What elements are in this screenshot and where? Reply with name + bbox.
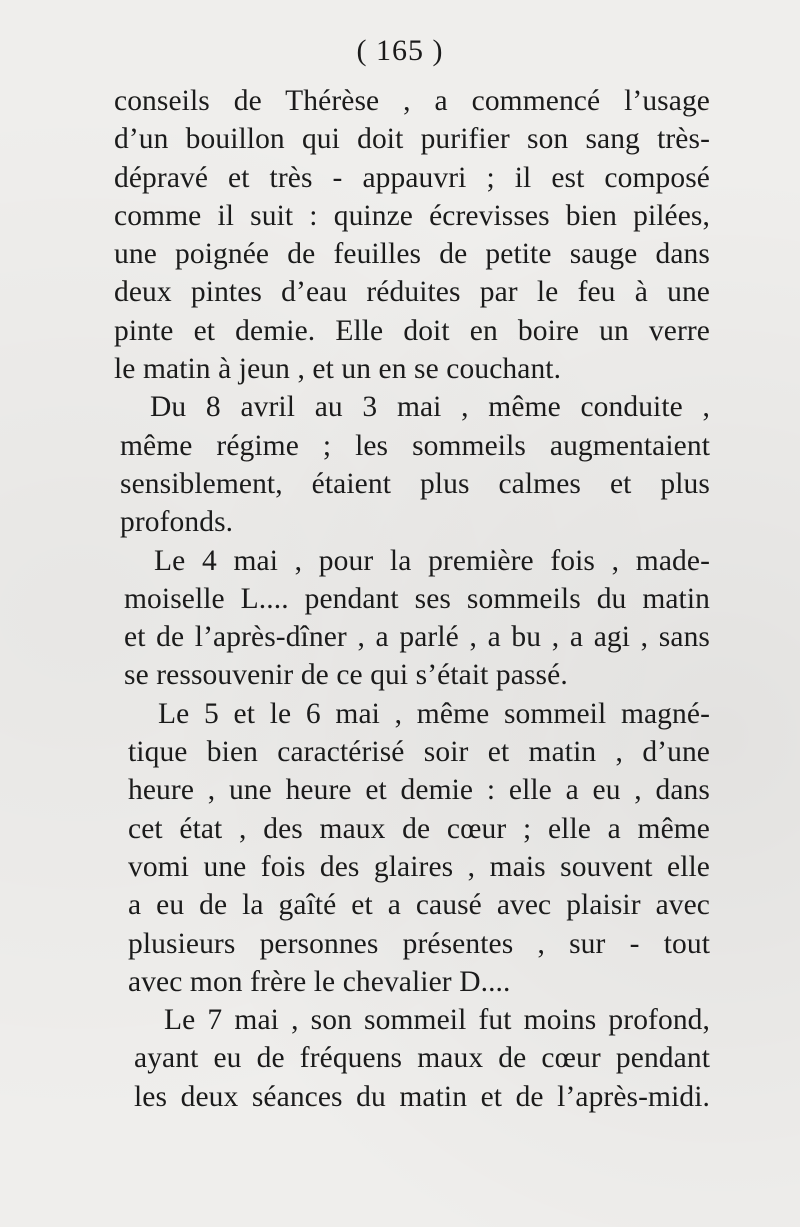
text-line: deux pintes d’eau réduites par le feu à une [114, 276, 710, 309]
text-line: avec mon frère le chevalier D.... [128, 965, 511, 998]
text-line: Le 4 mai , pour la première fois , made- [154, 544, 710, 577]
text-line: moiselle L.... pendant ses sommeils du matin [124, 582, 710, 615]
text-line: sensiblement, étaient plus calmes et plus [120, 467, 710, 500]
text-line: dépravé et très - appauvri ; il est composé [114, 161, 710, 194]
text-line: même régime ; les sommeils augmentaient [120, 429, 710, 462]
paragraph-2 [120, 388, 710, 541]
text-line: cet état , des maux de cœur ; elle a même [128, 812, 710, 845]
text-line: vomi une fois des glaires , mais souvent elle [128, 850, 710, 883]
text-line: se ressouvenir de ce qui s’était passé. [124, 659, 568, 692]
paragraph-5 [134, 1001, 710, 1116]
page-number: ( 165 ) [356, 34, 444, 67]
text-line: tique bien caractérisé soir et matin , d’une [128, 736, 710, 769]
body-text [114, 82, 710, 1116]
text-line: Le 7 mai , son sommeil fut moins profond, [164, 1004, 710, 1037]
text-line: le matin à jeun , et un en se couchant. [114, 353, 562, 386]
paragraph-3 [124, 542, 710, 695]
text-line: heure , une heure et demie : elle a eu , dans [128, 774, 710, 807]
text-line: comme il suit : quinze écrevisses bien pilées, [114, 199, 710, 232]
text-line: et de l’après-dîner , a parlé , a bu , a agi , sans [124, 621, 710, 654]
text-line: ayant eu de fréquens maux de cœur pendant [134, 1042, 710, 1075]
text-line: a eu de la gaîté et a causé avec plaisir avec [128, 889, 710, 922]
text-line: Le 5 et le 6 mai , même sommeil magné- [158, 697, 710, 730]
text-line: profonds. [120, 506, 234, 539]
text-line: les deux séances du matin et de l’après-midi. [134, 1080, 710, 1113]
text-line: conseils de Thérèse , a commencé l’usage [114, 85, 710, 117]
text-line: plusieurs personnes présentes , sur - tout [128, 927, 710, 960]
text-line: d’un bouillon qui doit purifier son sang très- [114, 123, 710, 156]
text-line: pinte et demie. Elle doit en boire un verre [114, 314, 710, 347]
text-line: une poignée de feuilles de petite sauge dans [114, 238, 710, 271]
text-line: Du 8 avril au 3 mai , même conduite , [150, 391, 710, 424]
paragraph-4 [128, 695, 710, 1001]
paragraph-1 [114, 82, 710, 388]
